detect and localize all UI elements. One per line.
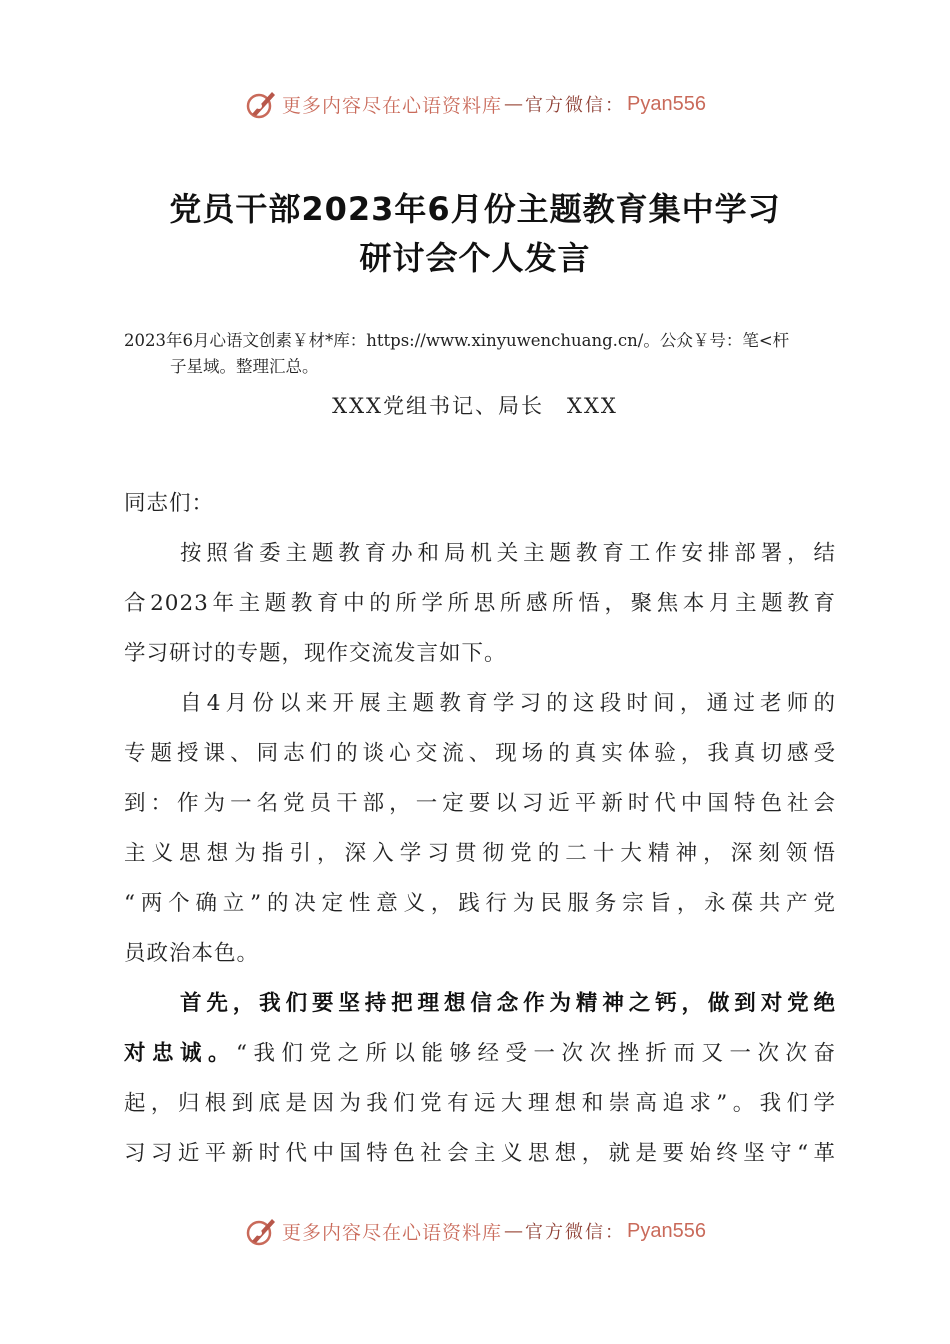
watermark-wechat-label: 官方微信： bbox=[525, 1222, 626, 1243]
paragraph-line: 按照省委主题教育办和局机关主题教育工作安排部署，结 bbox=[180, 541, 836, 566]
salutation: 同志们： bbox=[124, 491, 215, 516]
watermark-text: 更多内容尽在心语资料库 bbox=[282, 1221, 503, 1244]
paragraph-line: 合2023年主题教育中的所学所思所感所悟，聚焦本月主题教育 bbox=[124, 591, 836, 616]
author-line: XXX党组书记、局长 XXX bbox=[332, 394, 618, 418]
paragraph-line: 到：作为一名党员干部，一定要以习近平新时代中国特色社会 bbox=[124, 791, 836, 816]
footer-watermark bbox=[0, 1211, 950, 1251]
paragraph-line: 自4月份以来开展主题教育学习的这段时间，通过老师的 bbox=[180, 691, 836, 716]
paragraph-line: “两个确立”的决定性意义，践行为民服务宗旨，永葆共产党 bbox=[124, 891, 836, 916]
paragraph-line: 专题授课、同志们的谈心交流、现场的真实体验，我真切感受 bbox=[124, 741, 836, 766]
quote-text: “我们党之所以能够经受一次次挫折而又一次次奋 bbox=[236, 1041, 836, 1066]
watermark-separator: — bbox=[504, 93, 524, 115]
document-title-line1: 党员干部2023年6月份主题教育集中学习 bbox=[169, 190, 781, 228]
paragraph-line: 员政治本色。 bbox=[124, 941, 260, 966]
paragraph-line: 主义思想为指引，深入学习贯彻党的二十大精神，深刻领悟 bbox=[124, 841, 836, 866]
watermark-wechat-label: 官方微信： bbox=[525, 95, 626, 116]
watermark-wechat-id: Pyan556 bbox=[627, 92, 706, 115]
paragraph-line: 学习研讨的专题，现作交流发言如下。 bbox=[124, 641, 507, 666]
paragraph-line-mixed bbox=[124, 1036, 836, 1072]
watermark-wechat-id: Pyan556 bbox=[627, 1219, 706, 1242]
source-note-line1: 2023年6月心语文创素￥材*库：https://www.xinyuwenchuang.cn/。公众￥号：笔<杆 bbox=[124, 331, 790, 350]
document-title-line2: 研讨会个人发言 bbox=[359, 239, 591, 277]
pen-logo-icon bbox=[244, 87, 278, 121]
pen-logo-icon bbox=[244, 1214, 278, 1248]
section-heading-line: 首先，我们要坚持把理想信念作为精神之钙，做到对党绝 bbox=[180, 991, 836, 1016]
header-watermark bbox=[0, 84, 950, 124]
paragraph-line: 习习近平新时代中国特色社会主义思想，就是要始终坚守“革 bbox=[124, 1141, 836, 1166]
section-heading-end: 对忠诚。 bbox=[124, 1041, 236, 1066]
watermark-separator: — bbox=[504, 1220, 524, 1242]
paragraph-line: 起，归根到底是因为我们党有远大理想和崇高追求”。我们学 bbox=[124, 1091, 836, 1116]
watermark-text: 更多内容尽在心语资料库 bbox=[282, 94, 503, 117]
source-note-line2: 子星域。整理汇总。 bbox=[170, 357, 319, 376]
